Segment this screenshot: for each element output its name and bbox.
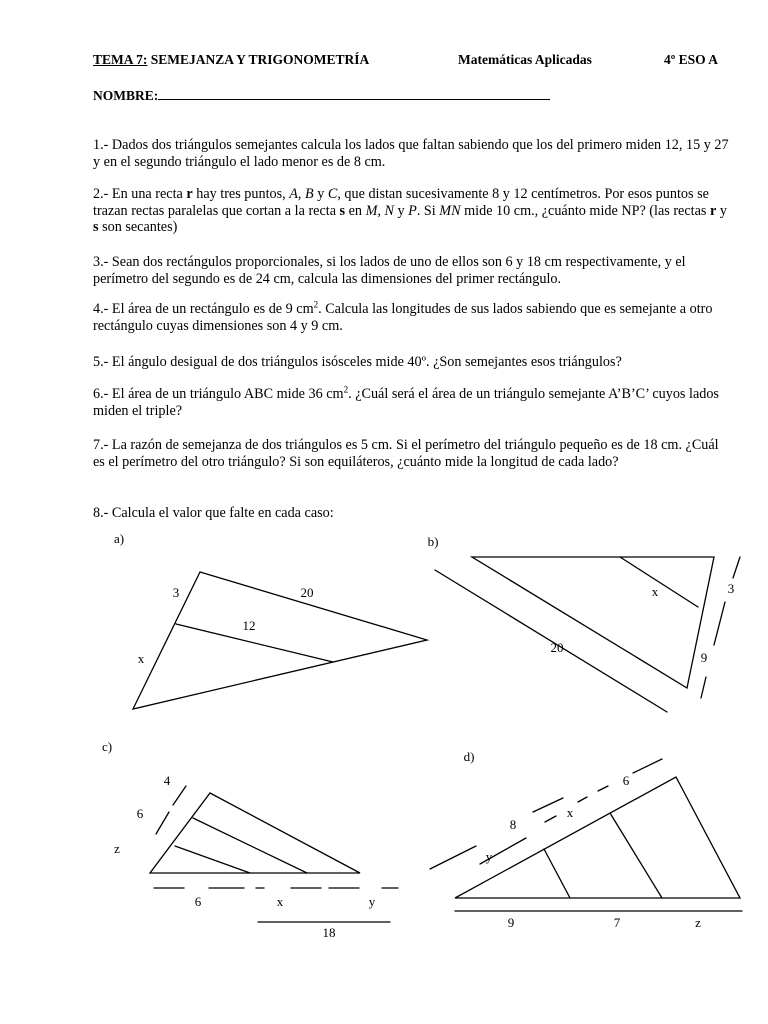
q2-italic-b: B [304,186,314,202]
figure-a-label: a) [113,531,125,546]
figure-d-base-9: 9 [507,915,515,930]
figure-d [430,759,742,911]
figure-d-label: d) [463,749,475,764]
figure-d-side-x: x [566,805,574,820]
q4-text-1: 4.- El área de un rectángulo es de 9 cm [93,301,314,317]
figure-a-side-12: 12 [242,618,256,633]
figure-b-triangle [472,557,714,688]
figure-d-base-z: z [695,915,701,930]
figure-c-side-6: 6 [136,806,144,821]
question-8-text: 8.- Calcula el valor que falte en cada caso: [93,505,334,521]
name-label: NOMBRE: [93,88,159,103]
question-7-text: 7.- La razón de semejanza de dos triángulos es 5 cm. Si el perímetro del triángulo pequeño es de 18 cm. ¿Cuál es el perímetro del otro triángulo? Si son equiláteros, ¿cuánto mide la longitud de cada lado? [93,437,719,470]
q2-italic-segment-mn: MN [439,202,461,219]
figure-c-base-y: y [368,894,376,909]
figure-d-dash-7 [633,759,662,773]
question-3-text: 3.- Sean dos rectángulos proporcionales, si los lados de uno de ellos son 6 y 18 cm respectivamente, y el perímetro del segundo es de 24 cm, calcula las dimensiones del primer rectángulo. [93,254,686,287]
figure-c-side-4: 4 [163,773,171,788]
q2-text-7: y [393,202,409,219]
figure-c-side-z: z [114,841,120,856]
figure-d-triangle [455,777,740,898]
figure-d-dash-3 [533,798,563,812]
q2-text-11: son secantes) [98,219,178,236]
q2-text-5: , que distan sucesivamente 8 y 12 centímetros. Por esos puntos se trazan rectas paralelas que cortan a la recta [93,186,709,219]
q2-italic-mn: M, N [365,202,394,219]
q2-bold-r: r [186,186,193,202]
q2-text-6: en [345,202,366,219]
figure-a-side-x: x [137,651,145,666]
q2-text-3: , [297,186,305,202]
figure-d-dash-6 [598,786,608,791]
figure-c-triangle [150,793,360,873]
figure-c-inner-line-1 [193,818,307,873]
subject-label: Matemáticas Aplicadas [458,52,592,67]
figure-a-side-3: 3 [172,585,180,600]
figure-c-total-18: 18 [322,925,336,940]
figure-b-tick-1 [733,557,740,578]
q2-text-1: 2.- En una recta [93,186,187,202]
figure-c-label: c) [101,739,113,754]
figure-b-side-3: 3 [727,581,735,596]
q2-text-10: y [716,202,727,219]
figure-c-base-x: x [276,894,284,909]
figure-d-dash-1 [430,846,476,869]
q2-text-8: . Si [416,202,440,219]
question-1-text: 1.- Dados dos triángulos semejantes calcula los lados que faltan sabiendo que los del primero miden 12, 15 y 27 y en el segundo triángulo el lado menor es de 8 cm. [93,137,729,170]
course-label: 4º ESO A [664,52,718,67]
figure-d-inner-line-1 [544,849,570,898]
figure-b-side-20: 20 [550,640,564,655]
q4-text-2: . Calcula las longitudes de sus lados sabiendo que es semejante a otro rectángulo cuyas dimensiones son 4 y 9 cm. [93,301,713,334]
q2-italic-p: P [408,202,417,219]
figure-c-tick-1 [173,786,186,805]
figure-b-tick-3 [701,677,706,698]
q2-text-2: hay tres puntos, [192,186,290,202]
figure-d-side-y: y [485,849,493,864]
figure-d-side-8: 8 [509,817,517,832]
figure-c [150,786,398,922]
figure-c-base-6: 6 [194,894,202,909]
figure-d-inner-line-2 [610,813,662,898]
figure-b-label: b) [427,534,439,549]
figure-a-side-20: 20 [300,585,314,600]
figure-b-side-9: 9 [700,650,708,665]
q2-bold-s: s [339,202,346,219]
q2-italic-c: C [327,186,338,202]
q2-text-4: y [313,186,328,202]
figure-d-base-7: 7 [613,915,621,930]
q6-superscript: 2 [343,384,349,395]
q2-bold-s2: s [93,219,99,236]
q2-bold-r2: r [709,202,717,219]
figure-b [435,557,740,712]
q6-text-2: . ¿Cuál será el área de un triángulo semejante A’B’C’ cuyos lados miden el triple? [93,386,719,419]
figure-d-dash-4 [545,816,556,822]
figure-b-tick-2 [714,602,725,645]
figure-b-inner-line [620,557,698,607]
q2-italic-a: A [289,186,298,202]
figure-c-tick-2 [156,812,169,834]
figure-b-side-x: x [651,584,659,599]
q2-text-9: mide 10 cm., ¿cuánto mide NP? (las rectas [460,202,710,219]
q6-text-1: 6.- El área de un triángulo ABC mide 36 cm [93,386,344,402]
q4-superscript: 2 [313,299,319,310]
tema-title: SEMEJANZA Y TRIGONOMETRÍA [147,52,370,67]
figure-d-side-6: 6 [622,773,630,788]
question-5-text: 5.- El ángulo desigual de dos triángulos isósceles mide 40º. ¿Son semejantes esos triángulos? [93,354,622,370]
figure-d-dash-5 [578,797,587,802]
figure-c-inner-line-2 [175,846,250,873]
tema-label: TEMA 7: [93,52,148,67]
